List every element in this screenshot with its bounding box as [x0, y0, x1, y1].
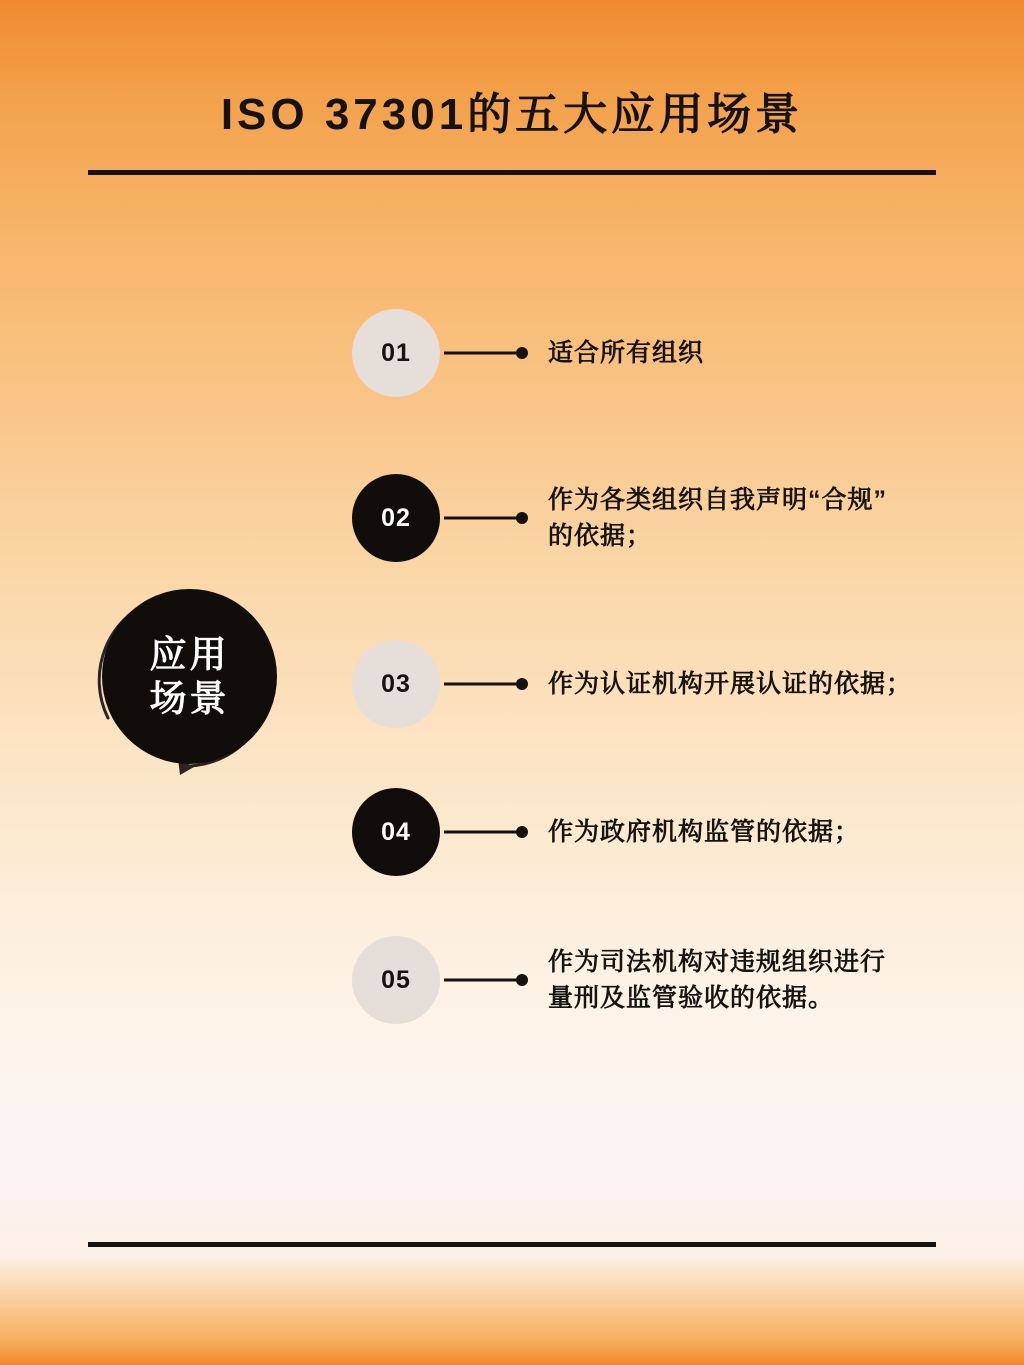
item-text — [548, 944, 886, 1017]
connector-line — [444, 826, 536, 838]
item-number-badge: 03 — [352, 640, 440, 728]
connector-dot — [516, 826, 528, 838]
item-text — [548, 666, 912, 702]
item-number-badge: 04 — [352, 788, 440, 876]
connector-stroke — [444, 517, 518, 520]
connector-line — [444, 678, 536, 690]
list-item — [352, 305, 972, 401]
hub-group — [78, 565, 308, 805]
item-text-line2: 的依据； — [548, 522, 653, 550]
hub-label-line2: 场景 — [149, 677, 230, 719]
page-title: ISO 37301的五大应用场景 — [220, 90, 804, 139]
connector-line — [444, 974, 536, 986]
list-item — [352, 932, 972, 1028]
connector-dot — [516, 974, 528, 986]
item-text-line1: 作为政府机构监管的依据； — [548, 817, 861, 846]
connector-dot — [516, 512, 528, 524]
item-number-badge: 02 — [352, 474, 440, 562]
hub-label-line1: 应用 — [149, 633, 230, 675]
item-text-line1: 作为认证机构开展认证的依据； — [548, 669, 913, 698]
item-number-badge: 01 — [352, 309, 440, 397]
item-text — [548, 335, 704, 371]
item-text-line1: 适合所有组织 — [548, 338, 705, 367]
divider-bottom — [88, 1242, 936, 1247]
connector-stroke — [444, 979, 518, 982]
item-text-line1: 作为各类组织自我声明“合规” — [548, 485, 888, 514]
item-text-line2: 量刑及监管验收的依据。 — [548, 984, 835, 1012]
list-item — [352, 636, 972, 732]
connector-stroke — [444, 683, 518, 686]
divider-top — [88, 170, 936, 175]
connector-dot — [516, 678, 528, 690]
connector-stroke — [444, 352, 518, 355]
hub-label — [102, 589, 277, 764]
item-text — [548, 482, 887, 555]
item-text-line1: 作为司法机构对违规组织进行 — [548, 947, 887, 976]
list-item — [352, 470, 972, 566]
connector-line — [444, 512, 536, 524]
connector-dot — [516, 347, 528, 359]
connector-line — [444, 347, 536, 359]
item-number-badge: 05 — [352, 936, 440, 1024]
item-text — [548, 814, 860, 850]
connector-stroke — [444, 831, 518, 834]
list-item — [352, 784, 972, 880]
